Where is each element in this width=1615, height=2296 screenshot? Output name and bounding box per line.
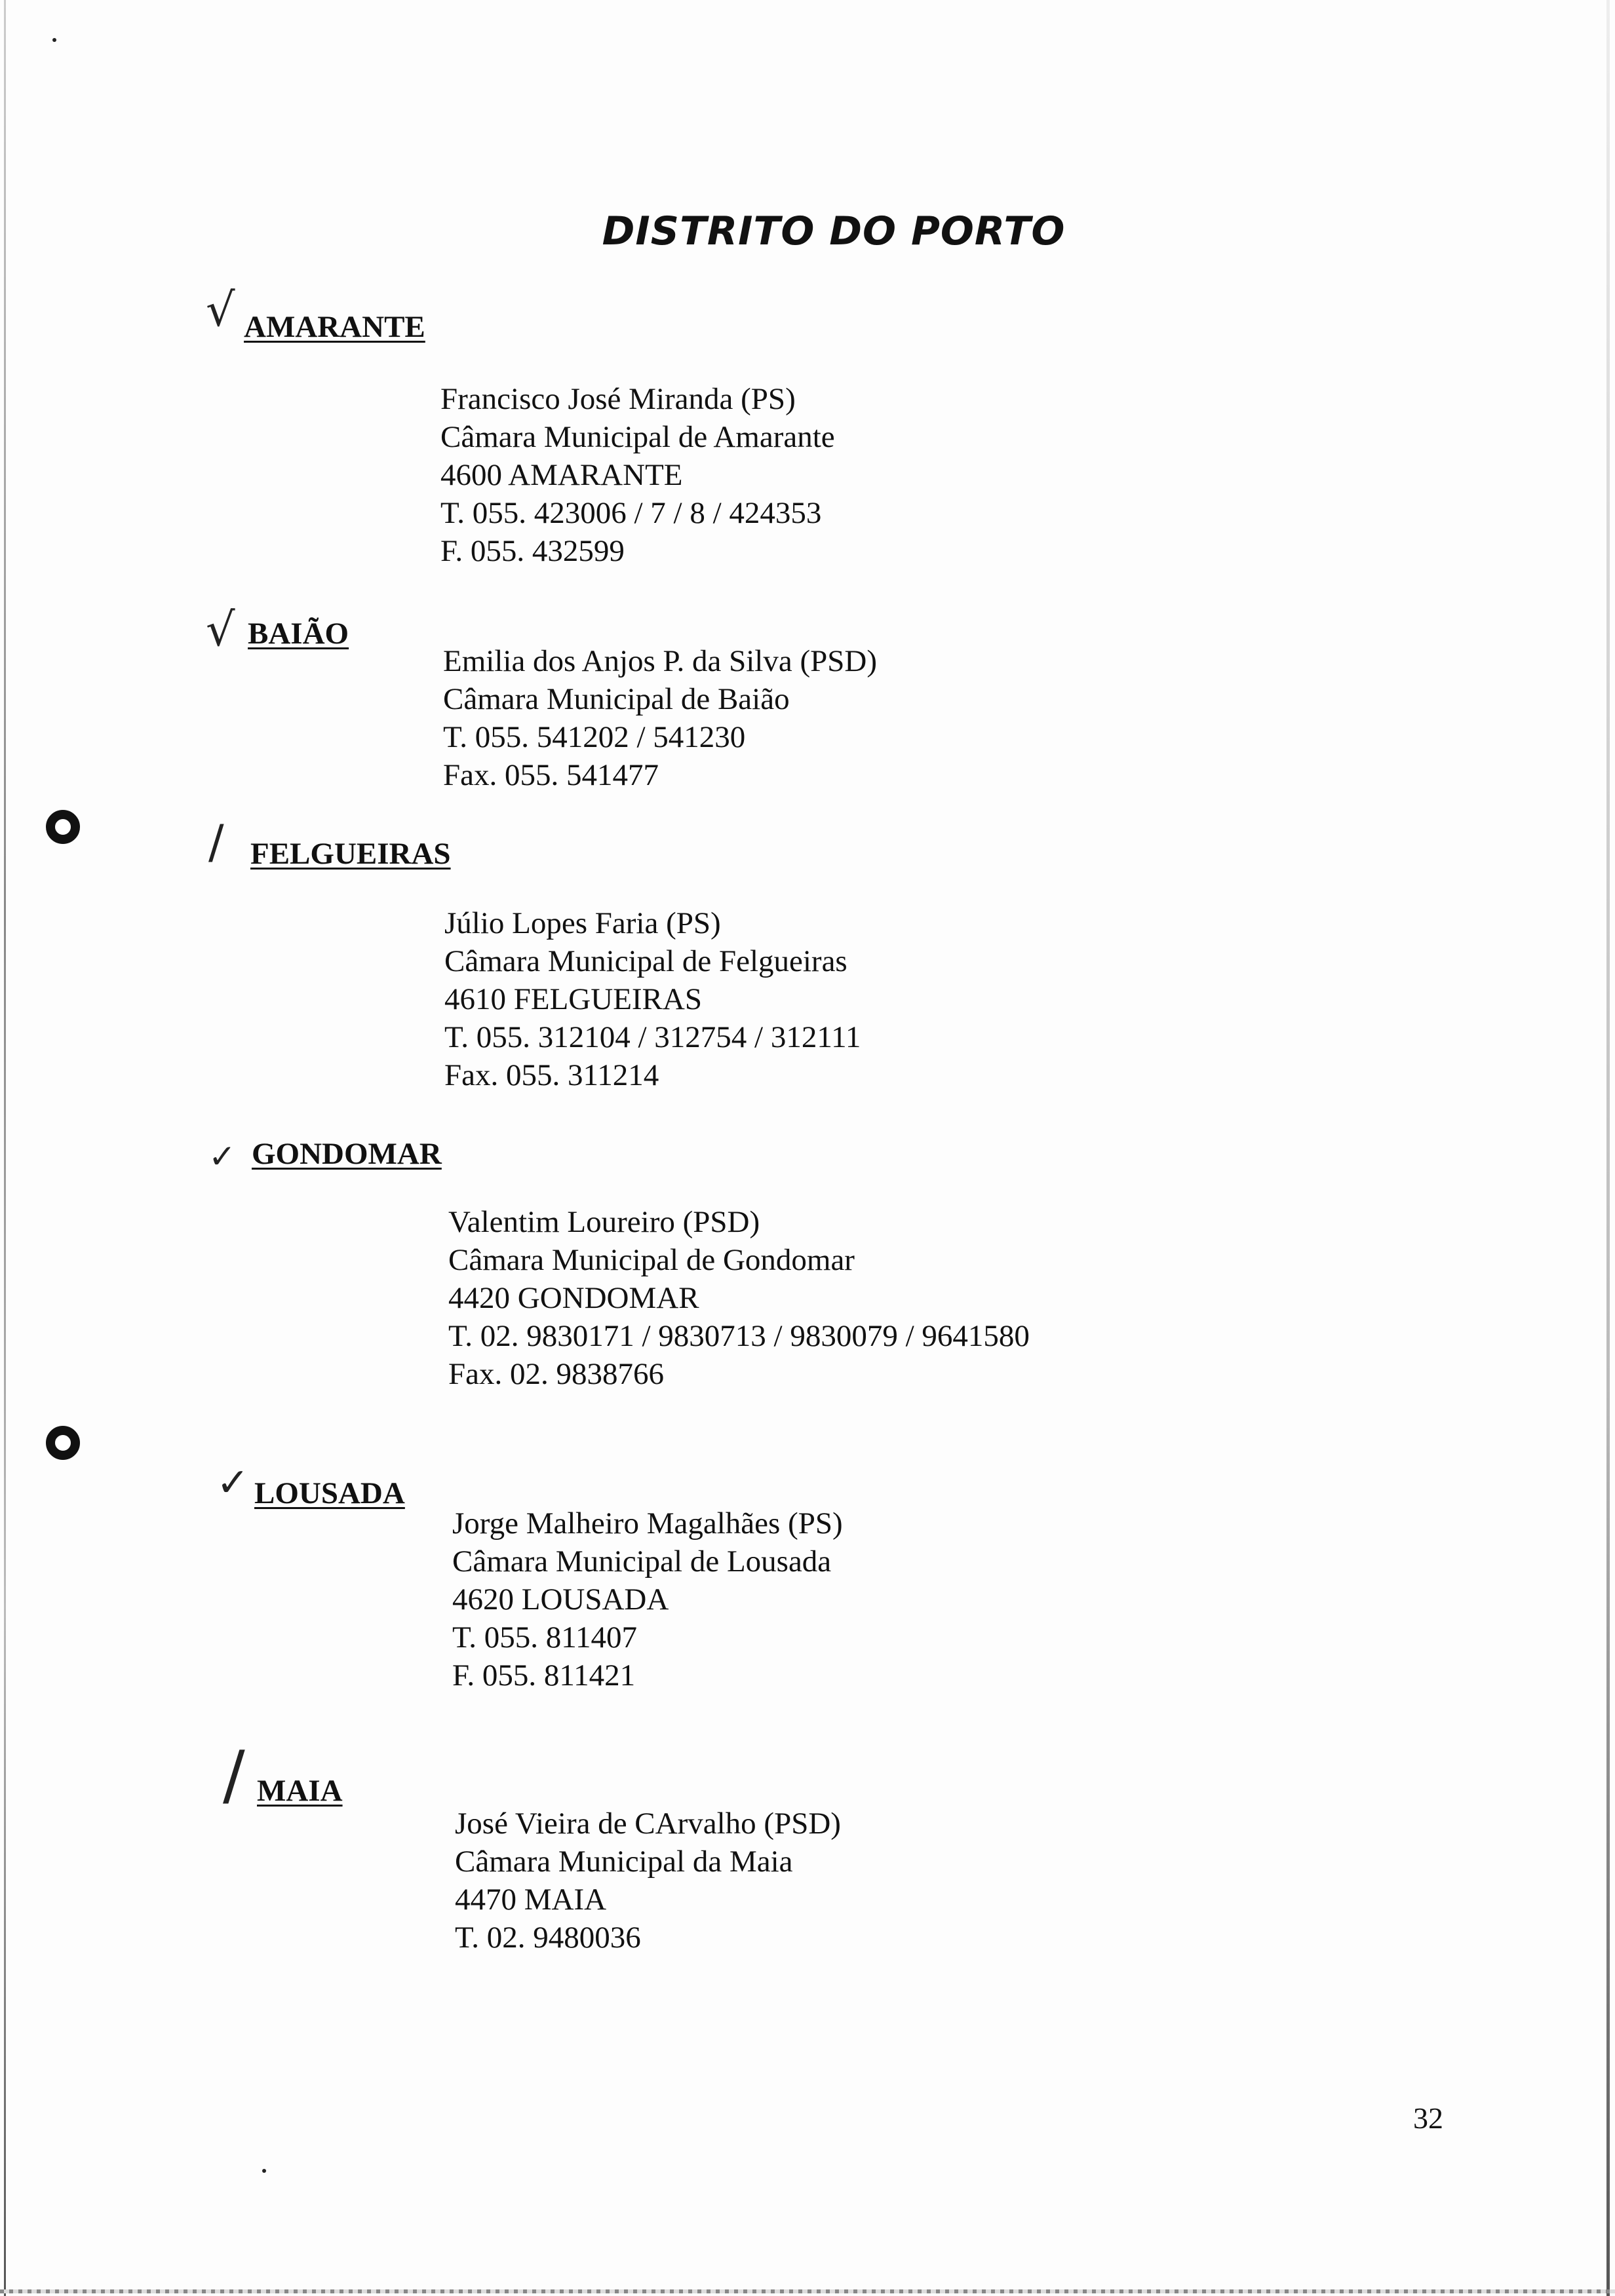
scan-edge-right [1606,0,1610,2296]
scan-speck [262,2169,266,2173]
check-mark-icon: ✓ [216,1460,250,1506]
address-line: Fax. 02. 9838766 [448,1357,664,1391]
municipality-name: AMARANTE [244,310,425,344]
municipality-name: LOUSADA [254,1476,405,1510]
address-line: 4610 FELGUEIRAS [444,982,702,1016]
address-line: Francisco José Miranda (PS) [440,382,796,416]
check-mark-icon: √ [206,603,235,657]
address-line: Câmara Municipal de Baião [443,682,790,716]
check-mark-icon: / [208,815,224,869]
scan-speck [52,38,56,42]
address-block [448,1203,1030,1393]
address-line: 4620 LOUSADA [452,1582,669,1617]
address-line: Júlio Lopes Faria (PS) [444,906,721,940]
address-line: Câmara Municipal de Gondomar [448,1243,855,1277]
address-block [443,642,877,794]
address-line: Câmara Municipal de Amarante [440,420,835,454]
address-line: Fax. 055. 311214 [444,1058,659,1092]
address-line: Jorge Malheiro Magalhães (PS) [452,1506,843,1540]
check-mark-icon: √ [206,283,235,337]
scan-edge-bottom [0,2289,1615,2293]
check-mark-icon: ✓ [208,1138,236,1176]
municipality-name: GONDOMAR [252,1137,442,1171]
address-line: T. 055. 423006 / 7 / 8 / 424353 [440,496,822,530]
scan-edge-left [4,0,6,2296]
address-line: Câmara Municipal da Maia [455,1845,793,1879]
address-line: Câmara Municipal de Lousada [452,1544,832,1578]
address-line: T. 055. 312104 / 312754 / 312111 [444,1020,861,1054]
address-block [440,380,835,570]
address-line: T. 02. 9480036 [455,1921,641,1955]
address-line: F. 055. 811421 [452,1658,636,1693]
address-line: T. 055. 811407 [452,1620,637,1655]
address-line: Câmara Municipal de Felgueiras [444,944,847,978]
address-block [455,1805,841,1957]
municipality-name: MAIA [257,1774,343,1808]
address-line: 4470 MAIA [455,1883,607,1917]
page-number: 32 [1413,2101,1443,2135]
address-line: 4420 GONDOMAR [448,1281,699,1315]
address-block [444,904,861,1094]
address-line: Emilia dos Anjos P. da Silva (PSD) [443,644,877,678]
address-line: F. 055. 432599 [440,534,625,568]
address-line: José Vieira de CArvalho (PSD) [455,1807,841,1841]
check-mark-icon: / [223,1736,245,1813]
address-line: 4600 AMARANTE [440,458,683,492]
page-title: DISTRITO DO PORTO [602,208,1066,254]
address-block [452,1504,843,1694]
punch-hole-icon [46,810,80,844]
municipality-name: BAIÃO [248,617,349,651]
punch-hole-icon [46,1426,80,1460]
municipality-name: FELGUEIRAS [250,837,451,871]
address-line: T. 055. 541202 / 541230 [443,720,746,754]
address-line: Fax. 055. 541477 [443,758,659,792]
address-line: Valentim Loureiro (PSD) [448,1205,760,1239]
address-line: T. 02. 9830171 / 9830713 / 9830079 / 9641580 [448,1319,1030,1353]
